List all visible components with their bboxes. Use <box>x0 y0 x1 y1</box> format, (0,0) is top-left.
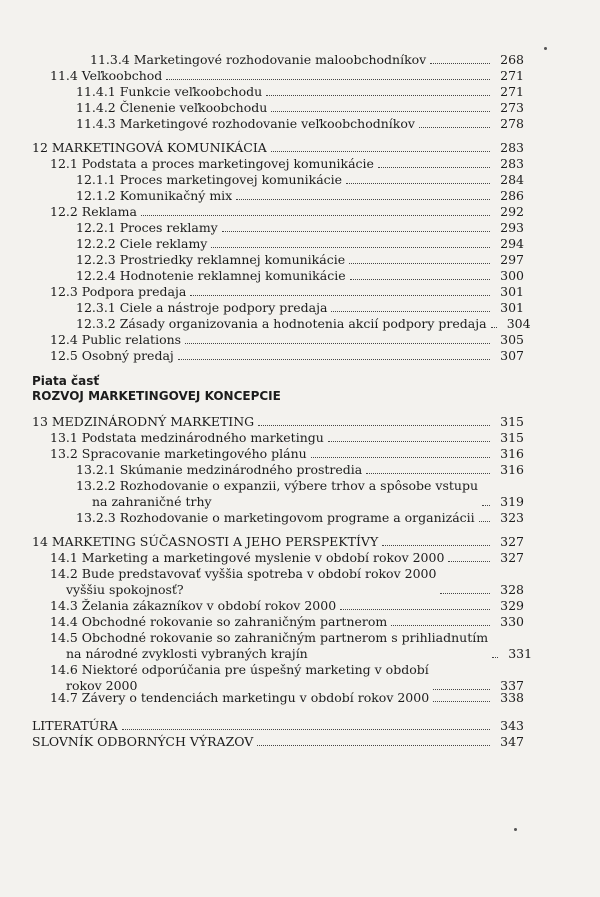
dot-leader <box>482 505 490 506</box>
toc-entry-page: 331 <box>508 646 533 661</box>
toc-entry <box>50 550 524 566</box>
toc-entry-title: 12.2.1 Proces reklamy <box>76 220 218 235</box>
dot-leader <box>236 199 490 200</box>
toc-entry-title: 12.2 Reklama <box>50 204 137 219</box>
toc-entry-page: 271 <box>500 84 524 99</box>
toc-entry-title: 12.2.2 Ciele reklamy <box>76 236 208 251</box>
dot-leader <box>257 745 490 746</box>
toc-entry <box>76 84 524 100</box>
toc-entry-title: 11.4 Veľkoobchod <box>50 68 163 83</box>
toc-entry <box>76 100 524 116</box>
toc-entry-title: 12.3 Podpora predaja <box>50 284 187 299</box>
toc-entry-title: 13 MEDZINÁRODNÝ MARKETING <box>32 414 255 429</box>
toc-entry <box>50 690 524 706</box>
toc-entry <box>50 614 524 630</box>
toc-entry-page: 300 <box>500 268 524 283</box>
part-label: Piata časť <box>32 374 100 388</box>
dot-leader <box>311 457 490 458</box>
dot-leader <box>122 729 490 730</box>
toc-entry <box>50 332 524 348</box>
toc-entry-page: 297 <box>500 252 524 267</box>
toc-entry <box>76 116 524 132</box>
toc-entry-page: 278 <box>500 116 524 131</box>
dot-leader <box>258 425 490 426</box>
toc-entry-title: 11.3.4 Marketingové rozhodovanie maloobchodníkov <box>90 52 427 67</box>
toc-entry-title: 14.4 Obchodné rokovanie so zahraničným partnerom <box>50 614 388 629</box>
toc-entry <box>50 204 524 220</box>
toc-entry-title: 13.1 Podstata medzinárodného marketingu <box>50 430 324 445</box>
toc-entry-page: 294 <box>500 236 524 251</box>
toc-entry-title: 13.2.2 Rozhodovanie o expanzii, výbere trhov a spôsobe vstupu na zahraničné trhy <box>76 478 479 509</box>
toc-entry-page: 315 <box>500 430 524 445</box>
toc-entry-title: 14.2 Bude predstavovať vyššia spotreba v období rokov 2000 vyššiu spokojnosť? <box>50 566 437 597</box>
toc-entry-page: 284 <box>500 172 524 187</box>
toc-entry-title: 14.5 Obchodné rokovanie so zahraničným partnerom s prihliadnutím na národné zvyklosti vybraných krajín <box>50 630 489 661</box>
toc-entry <box>76 268 524 284</box>
toc-entry-page: 343 <box>500 718 524 733</box>
dot-leader <box>492 657 498 658</box>
dot-leader <box>340 609 490 610</box>
toc-entry <box>76 236 524 252</box>
toc-entry <box>76 220 524 236</box>
toc-entry-title: 13.2 Spracovanie marketingového plánu <box>50 446 307 461</box>
toc-entry-page: 329 <box>500 598 524 613</box>
dot-leader <box>222 231 490 232</box>
toc-entry <box>76 252 524 268</box>
toc-entry-title: 12.5 Osobný predaj <box>50 348 174 363</box>
toc-entry-page: 304 <box>506 316 531 331</box>
dot-leader <box>166 79 490 80</box>
dot-leader <box>391 625 490 626</box>
toc-entry-title: 14.1 Marketing a marketingové myslenie v období rokov 2000 <box>50 550 445 565</box>
toc-entry-page: 328 <box>500 582 524 597</box>
toc-entry <box>76 510 524 526</box>
dot-leader <box>491 327 497 328</box>
toc-entry-page: 268 <box>500 52 524 67</box>
toc-entry-title: 12.4 Public relations <box>50 332 182 347</box>
dot-leader <box>178 359 490 360</box>
toc-entry-title: 11.4.2 Členenie veľkoobchodu <box>76 100 268 115</box>
dot-leader <box>350 279 490 280</box>
toc-entry-page: 283 <box>500 156 524 171</box>
toc-entry-page: 316 <box>500 462 524 477</box>
dot-leader <box>440 593 490 594</box>
dot-leader <box>328 441 490 442</box>
toc-entry-page: 330 <box>500 614 524 629</box>
toc-entry-title: 14 MARKETING SÚČASNOSTI A JEHO PERSPEKTÍVY <box>32 534 379 549</box>
toc-entry-page: 338 <box>500 690 524 705</box>
toc-entry-title: 12.2.4 Hodnotenie reklamnej komunikácie <box>76 268 346 283</box>
toc-entry-title: 14.7 Závery o tendenciách marketingu v období rokov 2000 <box>50 690 430 705</box>
toc-chapter-entry <box>32 414 524 430</box>
toc-entry-page: 301 <box>500 284 524 299</box>
dot-leader <box>430 63 490 64</box>
toc-entry-title: 11.4.1 Funkcie veľkoobchodu <box>76 84 263 99</box>
toc-chapter-entry <box>32 140 524 156</box>
toc-entry <box>50 348 524 364</box>
dot-leader <box>479 521 490 522</box>
toc-entry-page: 323 <box>500 510 524 525</box>
toc-entry-title: 12.1.1 Proces marketingovej komunikácie <box>76 172 343 187</box>
toc-entry <box>50 156 524 172</box>
toc-entry <box>50 430 524 446</box>
toc-entry-page: 301 <box>500 300 524 315</box>
toc-chapter-entry <box>32 534 524 550</box>
toc-entry <box>50 598 524 614</box>
dot-leader <box>366 473 490 474</box>
toc-entry-page: 271 <box>500 68 524 83</box>
dot-leader <box>141 215 490 216</box>
toc-entry-page: 319 <box>500 494 524 509</box>
toc-entry <box>50 630 533 662</box>
paper-speck <box>544 47 547 50</box>
dot-leader <box>190 295 490 296</box>
dot-leader <box>266 95 490 96</box>
dot-leader <box>271 111 490 112</box>
toc-entry <box>76 478 524 510</box>
dot-leader <box>378 167 490 168</box>
dot-leader <box>433 701 490 702</box>
toc-entry <box>50 566 524 598</box>
dot-leader <box>349 263 490 264</box>
toc-entry-title: 12.1 Podstata a proces marketingovej komunikácie <box>50 156 374 171</box>
toc-entry-page: 327 <box>500 534 524 549</box>
toc-entry <box>50 446 524 462</box>
dot-leader <box>382 545 490 546</box>
toc-entry <box>76 188 524 204</box>
toc-entry <box>90 52 524 68</box>
part-title: ROZVOJ MARKETINGOVEJ KONCEPCIE <box>32 389 281 403</box>
toc-chapter-entry <box>32 718 524 734</box>
paper-speck <box>514 828 517 831</box>
toc-entry-title: SLOVNÍK ODBORNÝCH VÝRAZOV <box>32 734 254 749</box>
toc-entry <box>76 462 524 478</box>
toc-entry-page: 273 <box>500 100 524 115</box>
toc-entry-title: 13.2.3 Rozhodovanie o marketingovom programe a organizácii <box>76 510 475 525</box>
toc-entry-title: 12 MARKETINGOVÁ KOMUNIKÁCIA <box>32 140 267 155</box>
toc-entry-page: 293 <box>500 220 524 235</box>
dot-leader <box>346 183 490 184</box>
toc-entry-page: 337 <box>500 678 524 693</box>
toc-entry-page: 327 <box>500 550 524 565</box>
toc-entry-page: 307 <box>500 348 524 363</box>
toc-entry-page: 305 <box>500 332 524 347</box>
toc-entry-title: 12.3.2 Zásady organizovania a hodnotenia akcií podpory predaja <box>76 316 487 331</box>
dot-leader <box>211 247 490 248</box>
toc-entry-title: 12.2.3 Prostriedky reklamnej komunikácie <box>76 252 346 267</box>
dot-leader <box>448 561 490 562</box>
toc-entry-page: 315 <box>500 414 524 429</box>
toc-entry-title: 12.1.2 Komunikačný mix <box>76 188 233 203</box>
toc-entry-page: 283 <box>500 140 524 155</box>
toc-entry-page: 347 <box>500 734 524 749</box>
toc-entry-page: 292 <box>500 204 524 219</box>
toc-entry <box>50 284 524 300</box>
toc-entry <box>76 316 531 332</box>
toc-entry-page: 316 <box>500 446 524 461</box>
toc-entry-title: 14.3 Želania zákazníkov v období rokov 2000 <box>50 598 337 613</box>
toc-entry-title: LITERATÚRA <box>32 718 118 733</box>
toc-entry-page: 286 <box>500 188 524 203</box>
dot-leader <box>331 311 490 312</box>
toc-entry-title: 14.6 Niektoré odporúčania pre úspešný marketing v období rokov 2000 <box>50 662 429 693</box>
toc-chapter-entry <box>32 734 524 750</box>
dot-leader <box>419 127 490 128</box>
toc-entry <box>50 68 524 84</box>
dot-leader <box>185 343 490 344</box>
toc-entry-title: 12.3.1 Ciele a nástroje podpory predaja <box>76 300 328 315</box>
toc-entry <box>76 300 524 316</box>
toc-entry-title: 11.4.3 Marketingové rozhodovanie veľkoobchodníkov <box>76 116 415 131</box>
toc-entry <box>76 172 524 188</box>
dot-leader <box>271 151 490 152</box>
toc-entry-title: 13.2.1 Skúmanie medzinárodného prostredia <box>76 462 363 477</box>
